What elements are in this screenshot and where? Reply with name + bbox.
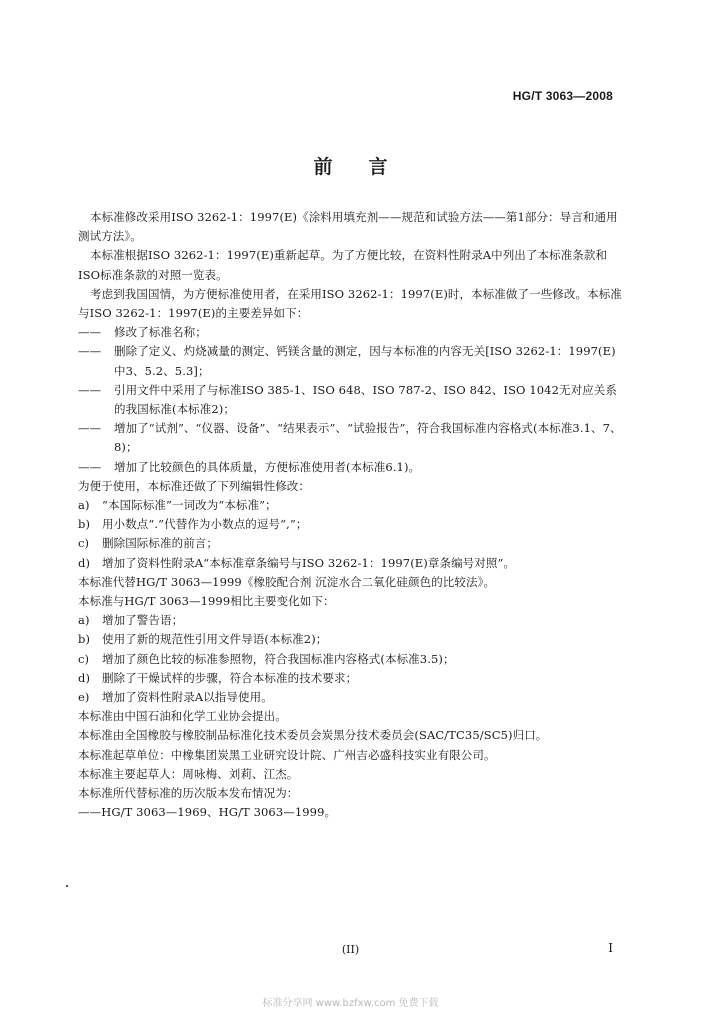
list-item-text: 增加了警告语； [102,613,184,628]
paragraph-drafting-units: 本标准起草单位：中橡集团炭黑工业研究设计院、广州吉必盛科技实业有限公司。 [78,747,496,762]
list-item [78,669,626,688]
foreword-body [78,208,626,823]
list-item-text: 删除了定义、灼烧减量的测定、钙镁含量的测定，因与本标准的内容无关[ISO 3262-1：1997(E)中3、5.2、5.3]； [114,344,616,378]
list-item-text: “本国际标准”一词改为“本标准”； [102,498,277,513]
list-item [78,381,626,419]
standard-code: HG/T 3063—2008 [512,89,613,103]
paragraph-editorial-intro: 为便于使用，本标准还做了下列编辑性修改： [78,478,310,493]
list-marker: c) [78,536,90,551]
list-item [78,650,626,669]
list-item-text: 使用了新的规范性引用文件导语(本标准2)； [102,632,328,647]
list-marker: c) [78,651,90,666]
list-marker: e) [78,690,90,705]
paragraph-changes-intro: 本标准与HG/T 3063—1999相比主要变化如下： [78,594,335,609]
list-marker: d) [78,555,91,570]
list-marker: —— [78,382,102,397]
list-marker: a) [78,613,90,628]
list-item-text: 用小数点“.”代替作为小数点的逗号“,”； [102,517,308,532]
list-item-text: 增加了“试剂”、“仪器、设备”、“结果表示”、“试验报告”，符合我国标准内容格式(本标准3.1、7、8)； [114,421,622,455]
list-item-text: 删除国际标准的前言； [102,536,218,551]
list-item [78,534,626,553]
paragraph-history: ——HG/T 3063—1969、HG/T 3063—1999。 [78,805,337,820]
paragraph-history-intro: 本标准所代替标准的历次版本发布情况为： [78,786,299,801]
paragraph-redrafting: 本标准根据ISO 3262-1：1997(E)重新起草。为了方便比较，在资料性附录A中列出了本标准条款和ISO标准条款的对照一览表。 [78,248,608,282]
list-item [78,515,626,534]
list-marker: —— [78,459,102,474]
list-item [78,419,626,457]
page-title: 前言 [313,156,424,178]
list-item [78,323,626,342]
list-item-text: 引用文件中采用了与标准ISO 385-1、ISO 648、ISO 787-2、ISO 842、ISO 1042无对应关系的我国标准(本标准2)； [114,382,617,417]
paragraph-replaces: 本标准代替HG/T 3063—1999《橡胶配合剂 沉淀水合二氧化硅颜色的比较法》。 [78,574,496,589]
list-item [78,688,626,707]
list-item-text: 修改了标准名称； [114,325,207,340]
list-marker: b) [78,517,91,532]
paragraph-differences-intro: 考虑到我国国情，为方便标准使用者，在采用ISO 3262-1：1997(E)时，本标准做了一些修改。本标准与ISO 3262-1：1997(E)的主要差异如下： [78,286,622,321]
paragraph-jurisdiction: 本标准由全国橡胶与橡胶制品标准化技术委员会炭黑分技术委员会(SAC/TC35/SC5)归口。 [78,728,548,743]
list-item-text: 增加了资料性附录A以指导使用。 [102,690,273,705]
scan-speck [66,885,68,887]
list-item-text: 增加了资料性附录A“本标准章条编号与ISO 3262-1：1997(E)章条编号对照”。 [102,555,516,570]
list-item [78,496,626,515]
list-item-text: 增加了颜色比较的标准参照物，符合我国标准内容格式(本标准3.5)； [102,651,455,666]
list-item-text: 增加了比较颜色的具体质量，方便标准使用者(本标准6.1)。 [114,459,421,474]
paragraph-proposer: 本标准由中国石油和化学工业协会提出。 [78,709,287,724]
paragraph-drafters: 本标准主要起草人：周咏梅、刘莉、江杰。 [78,766,299,781]
page-id: (II) [341,943,360,956]
list-item [78,630,626,649]
list-marker: d) [78,670,91,685]
list-item-text: 删除了干燥试样的步骤，符合本标准的技术要求； [102,670,358,685]
list-item [78,342,626,380]
list-marker: b) [78,632,91,647]
list-marker: a) [78,498,90,513]
list-marker: —— [78,421,102,436]
page-number: I [608,941,613,955]
list-marker: —— [78,344,102,359]
list-marker: —— [78,325,102,340]
list-item [78,458,626,477]
list-item [78,554,626,573]
paragraph-adoption: 本标准修改采用ISO 3262-1：1997(E)《涂料用填充剂——规范和试验方法——第1部分：导言和通用测试方法》。 [78,210,618,244]
watermark: 标准分享网 www.bzfxw.com 免费下载 [262,998,439,1009]
list-item [78,611,626,630]
